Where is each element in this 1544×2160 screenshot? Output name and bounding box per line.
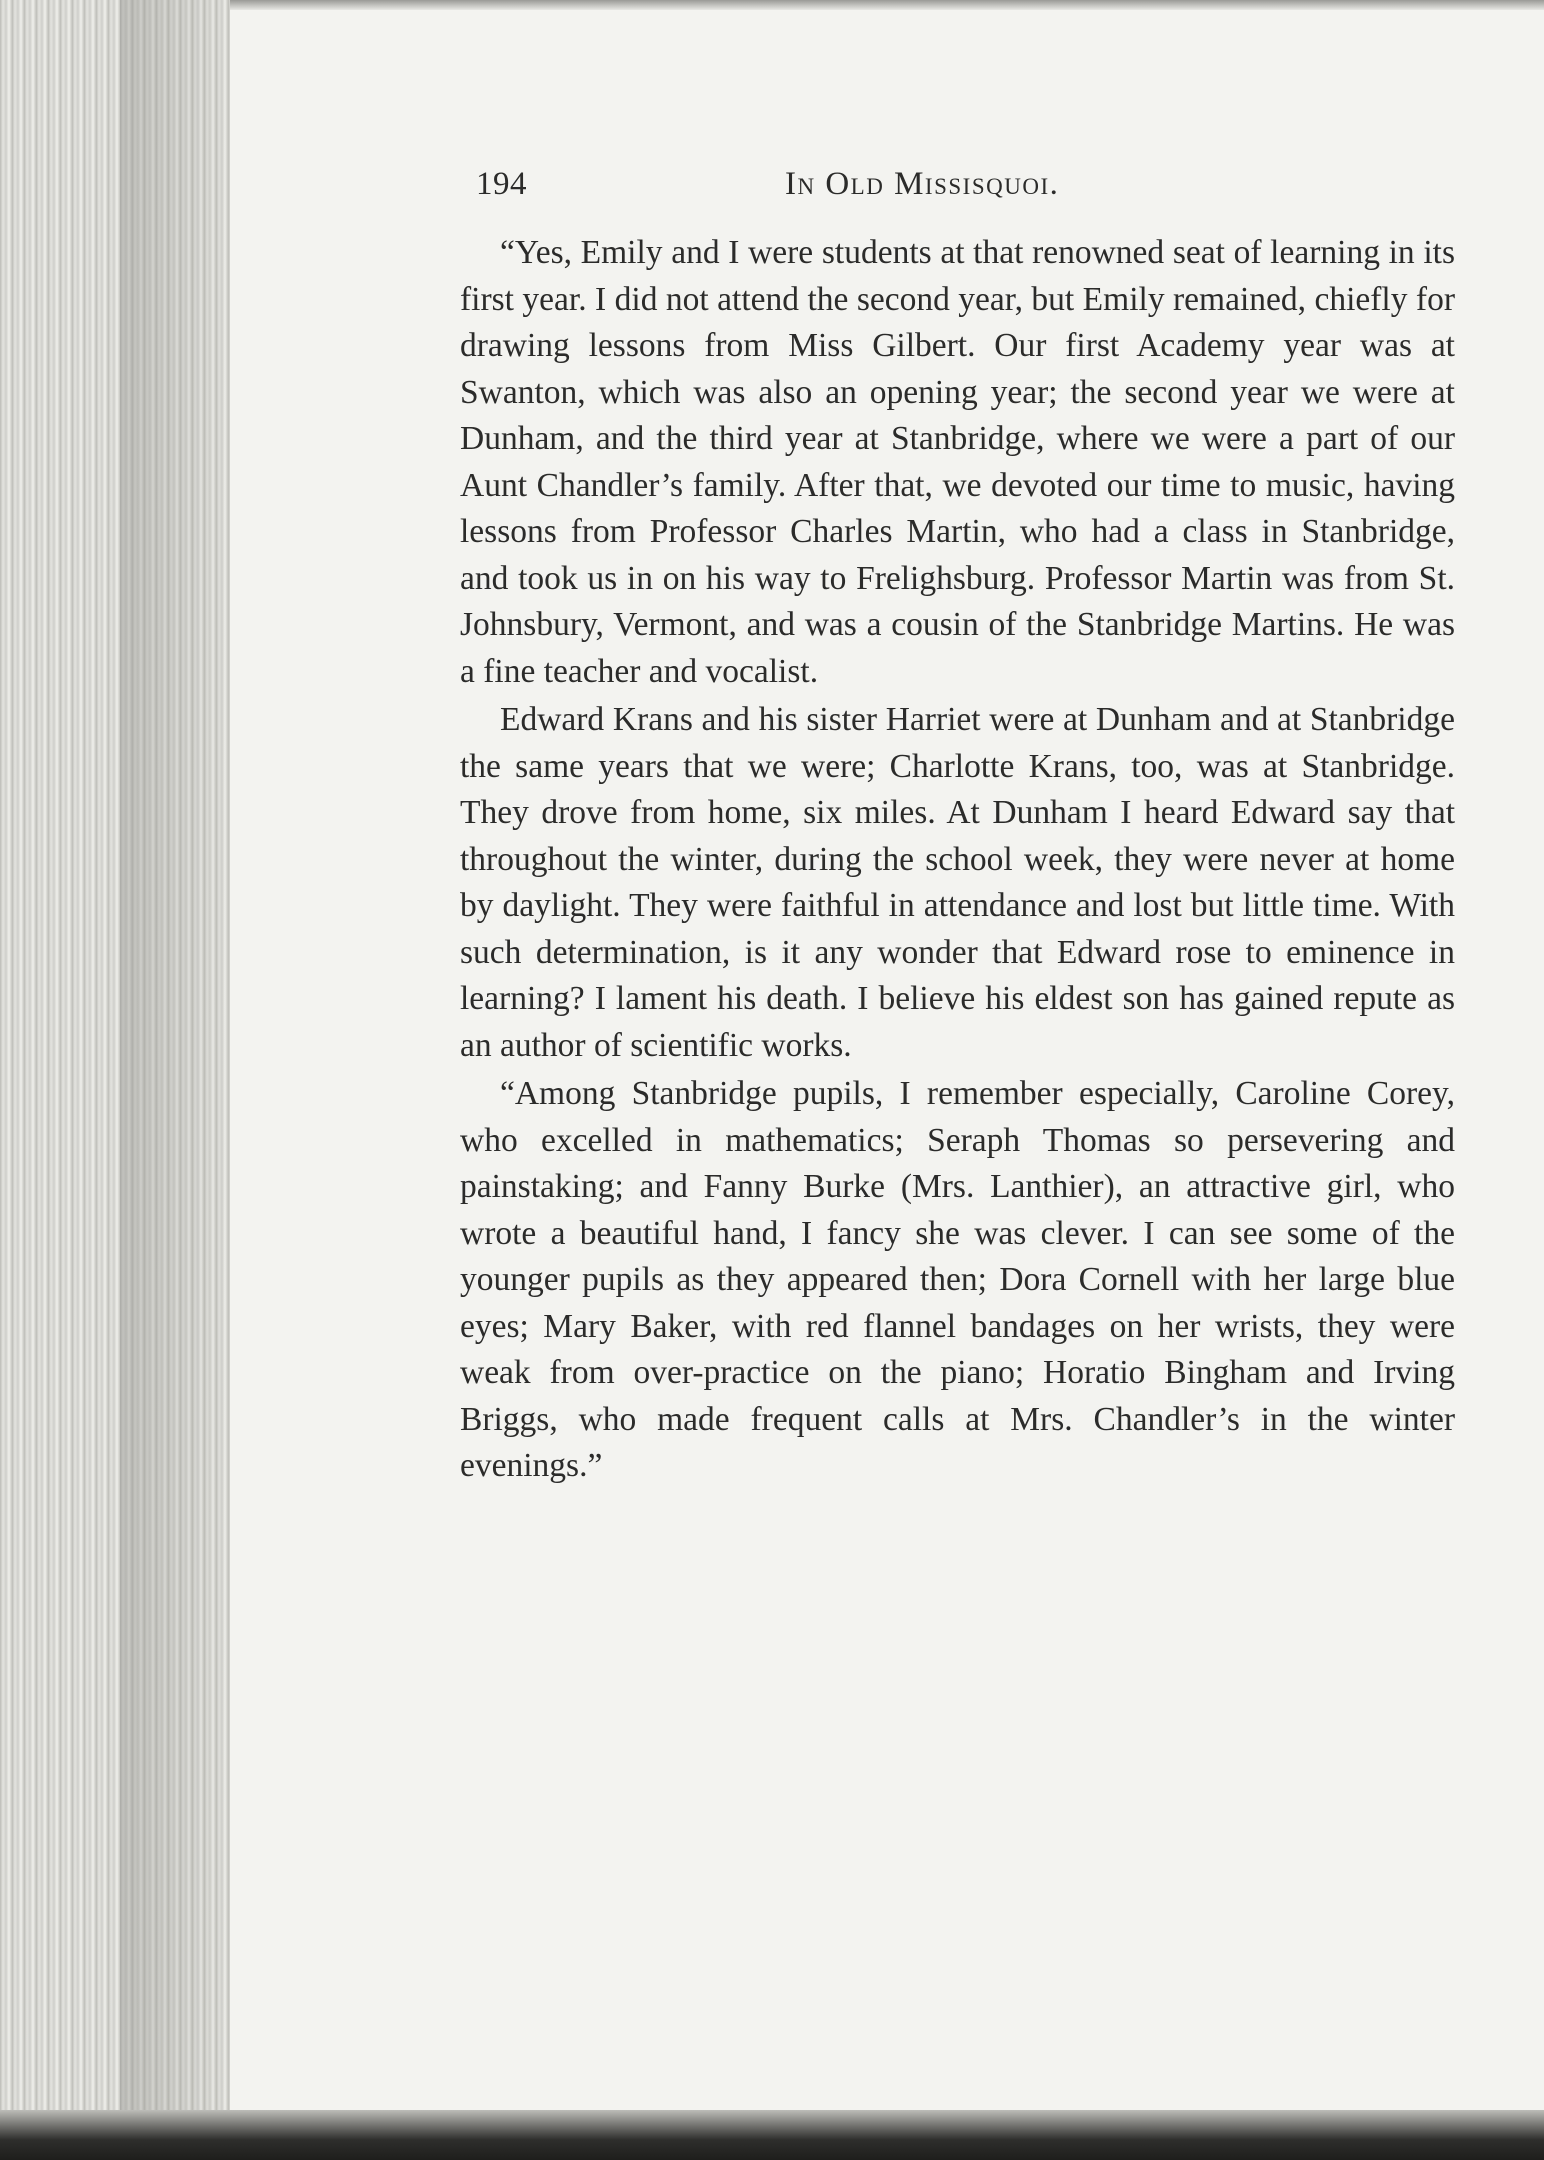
paragraph-2: Edward Krans and his sister Harriet were at Dunham and at Stanbridge the same years that we were; Charlotte Krans, too, was at Stanbridge. They drove from home, six miles. At Dunham I heard Edward say that throughout the winter, during the school week, they were never at home by daylight. They were faithful in attendance and lost but little time. With such determination, is it any wonder that Edward rose to eminence in learning? I lament his death. I believe his eldest son has gained repute as an author of scientific works. (460, 701, 1455, 1064)
running-head (460, 160, 1145, 220)
bottom-shadow (0, 2110, 1544, 2160)
paragraph-3: “Among Stanbridge pupils, I remember especially, Caroline Corey, who excelled in mathematics; Seraph Thomas so persevering and painstaking; and Fanny Burke (Mrs. Lanthier), an attractive girl, who wrote a beautiful hand, I fancy she was clever. I can see some of the younger pupils as they appeared then; Dora Cornell with her large blue eyes; Mary Baker, with red flannel bandages on her wrists, they were weak from over-practice on the piano; Horatio Bingham and Irving Briggs, who made frequent calls at Mrs. Chandler’s in the winter evenings.” (460, 1075, 1455, 1484)
page-content (460, 160, 1460, 1490)
body-text (460, 230, 1455, 1490)
paragraph-1: “Yes, Emily and I were students at that renowned seat of learning in its first year. I did not attend the second year, but Emily remained, chiefly for drawing lessons from Miss Gilbert. Our first Academy year was at Swanton, which was also an opening year; the second year we were at Dunham, and the third year at Stanbridge, where we were a part of our Aunt Chandler’s family. After that, we devoted our time to music, having lessons from Professor Charles Martin, who had a class in Stanbridge, and took us in on his way to Frelighsburg. Professor Martin was from St. Johnsbury, Vermont, and was a cousin of the Stanbridge Martins. He was a fine teacher and vocalist. (460, 234, 1455, 690)
top-shadow (0, 0, 1544, 10)
page-number: 194 (476, 166, 527, 202)
running-title: In Old Missisquoi. (785, 166, 1060, 202)
gutter-shadow (120, 0, 230, 2115)
